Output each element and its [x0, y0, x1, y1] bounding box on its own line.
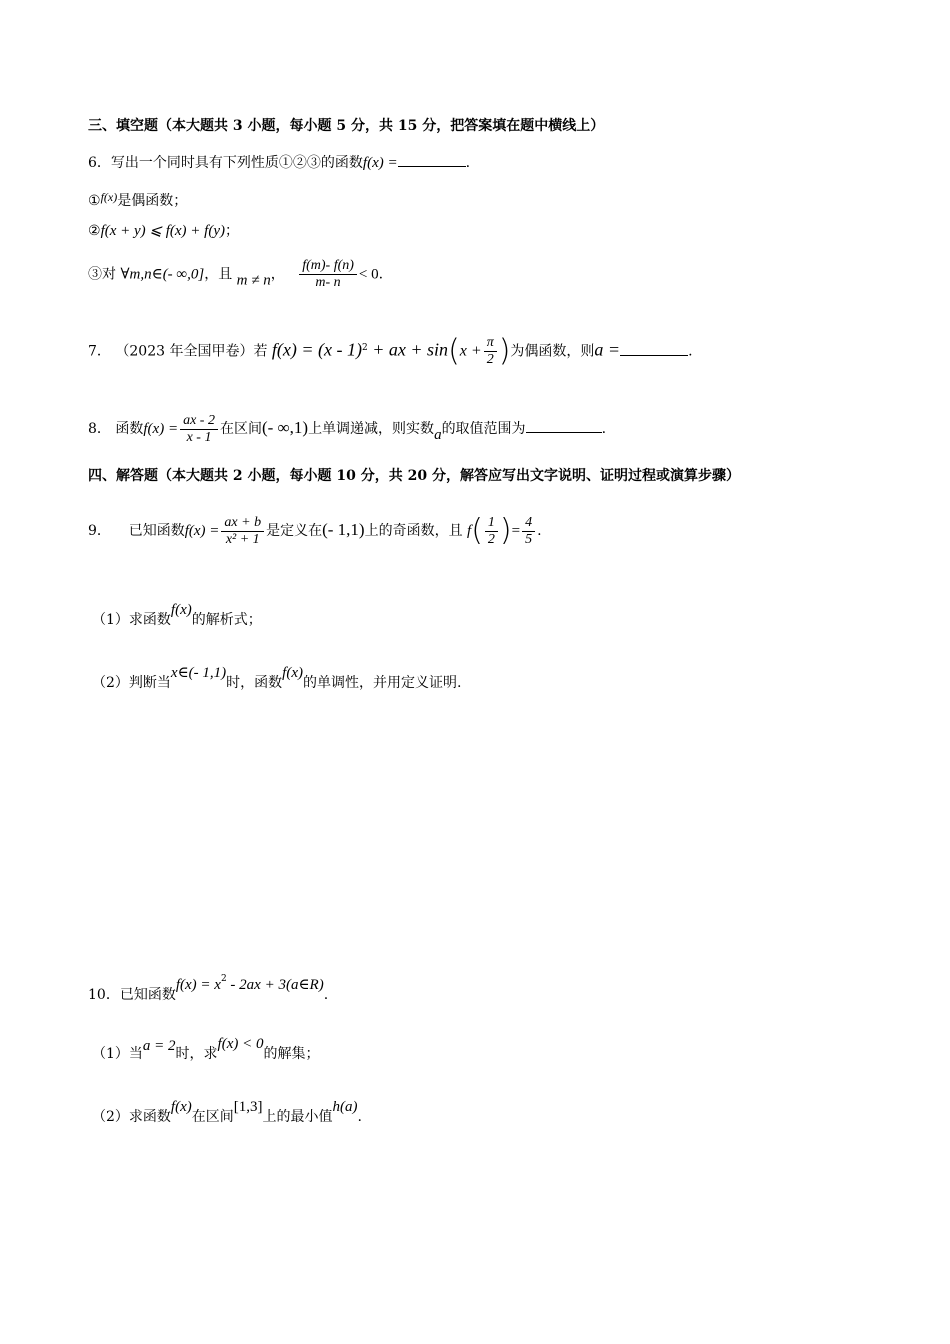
math-formula: (- ∞,1)	[261, 418, 309, 437]
q6-property-2	[88, 221, 239, 241]
math-formula: a	[434, 427, 442, 443]
math-formula: (- 1,1)	[322, 520, 365, 539]
period: .	[537, 523, 542, 539]
question-text: 为偶函数，则	[510, 343, 595, 360]
period: .	[601, 421, 607, 437]
fraction	[221, 515, 264, 548]
math-formula: x +	[459, 342, 482, 360]
fraction	[485, 515, 498, 548]
math-formula: + ax + sin	[367, 339, 449, 360]
section-heading-3: 三、填空题（本大题共 3 小题，每小题 5 分，共 15 分，把答案填在题中横线上）	[88, 118, 605, 134]
question-number: 9．	[88, 523, 111, 539]
q10-subquestion-2	[92, 1094, 362, 1130]
subquestion-text: 的解析式；	[191, 612, 262, 628]
fraction	[484, 335, 497, 368]
math-formula: x∈(- 1,1)	[170, 665, 227, 681]
subquestion-text: 的解集；	[263, 1046, 320, 1062]
circled-number: ②	[88, 223, 101, 239]
math-formula: =	[511, 523, 521, 539]
math-formula: f(x) = (x - 1)	[271, 339, 363, 360]
math-formula: a =	[594, 339, 621, 360]
subquestion-label: （2）判断当	[92, 675, 171, 691]
question-text: 是定义在	[266, 523, 323, 539]
fraction-numerator: ax + b	[221, 515, 264, 532]
fraction-numerator: π	[484, 335, 497, 352]
period: .	[323, 987, 329, 1003]
math-formula: f(x) = x	[175, 977, 221, 993]
property-text: 对	[102, 266, 116, 283]
paren-open: (	[471, 513, 483, 548]
fraction-numerator: 4	[522, 515, 535, 532]
fraction-numerator: ax - 2	[180, 413, 218, 430]
question-10	[88, 966, 328, 1008]
answer-blank[interactable]	[620, 343, 688, 356]
math-formula: f(x) < 0	[217, 1036, 264, 1052]
circled-number: ③	[88, 266, 102, 283]
math-formula: f	[467, 523, 472, 539]
q6-property-3	[88, 258, 383, 291]
question-6	[88, 153, 470, 173]
subquestion-label: （1）当	[92, 1046, 143, 1062]
question-number: 8．	[88, 421, 111, 437]
question-text: 上的奇函数，且	[364, 523, 463, 539]
question-text: 已知函数	[119, 987, 176, 1003]
fraction	[299, 258, 357, 291]
math-formula: f(x)	[170, 1099, 192, 1115]
math-formula: f(x + y) ⩽ f(x) + f(y)	[100, 223, 225, 239]
circled-number: ①	[88, 193, 101, 209]
question-text: （2023 年全国甲卷）若	[115, 343, 268, 360]
property-text: ，且	[204, 266, 233, 283]
punctuation: ；	[224, 223, 239, 239]
math-formula: a = 2	[142, 1038, 176, 1054]
math-formula: h(a)	[332, 1099, 358, 1115]
question-text: 在区间	[219, 421, 262, 437]
math-formula: f(x)	[100, 190, 118, 204]
period: .	[688, 343, 693, 360]
paren-close: )	[499, 513, 512, 548]
answer-blank[interactable]	[398, 154, 466, 167]
q10-subquestion-1	[92, 1031, 319, 1067]
question-9	[88, 510, 542, 551]
math-formula: f(x)	[282, 665, 303, 681]
fraction-denominator: 5	[525, 531, 533, 547]
question-7	[88, 330, 693, 370]
subquestion-text: 上的最小值	[262, 1109, 333, 1125]
paren-close: )	[498, 333, 511, 369]
math-formula: [1,3]	[233, 1099, 263, 1115]
question-text: 已知函数	[128, 523, 185, 539]
question-number: 7．	[88, 343, 111, 360]
math-formula: f(x) =	[362, 155, 398, 171]
q9-subquestion-1	[92, 597, 262, 633]
subquestion-text: 的单调性，并用定义证明.	[303, 675, 462, 691]
period: .	[378, 266, 384, 283]
question-number: 10．	[88, 987, 120, 1003]
fraction-denominator: 2	[486, 352, 494, 368]
fraction-denominator: m- n	[315, 275, 341, 290]
fraction	[180, 413, 218, 446]
question-8	[88, 410, 606, 453]
fraction-denominator: x - 1	[186, 429, 212, 445]
question-number: 6．	[88, 155, 111, 171]
subquestion-text: 时，求	[175, 1046, 218, 1062]
fraction-denominator: x² + 1	[225, 531, 260, 547]
superscript: 2	[220, 974, 227, 984]
superscript: 2	[362, 343, 368, 353]
math-formula: f(x) =	[184, 523, 220, 539]
math-formula: f(x) =	[143, 421, 179, 437]
question-text: 上单调递减，则实数	[308, 421, 435, 437]
q9-subquestion-2	[92, 660, 461, 696]
math-formula: m ≠ n	[236, 272, 271, 289]
property-text: 是偶函数；	[117, 193, 188, 209]
question-text: 函数	[115, 421, 144, 437]
math-formula: f(x)	[170, 602, 192, 618]
fraction-numerator: 1	[485, 515, 498, 532]
math-formula: - 2ax + 3(a∈R)	[226, 977, 324, 993]
subquestion-label: （1）求函数	[92, 612, 171, 628]
fraction	[522, 515, 535, 548]
question-text: 的取值范围为	[441, 421, 526, 437]
question-text: 写出一个同时具有下列性质①②③的函数	[110, 155, 363, 171]
subquestion-label: （2）求函数	[92, 1109, 171, 1125]
punctuation: ，	[270, 266, 285, 283]
paren-open: (	[448, 333, 460, 369]
q6-property-1	[88, 187, 187, 211]
period: .	[357, 1109, 362, 1125]
answer-blank[interactable]	[526, 420, 602, 433]
subquestion-text: 在区间	[191, 1109, 234, 1125]
fraction-denominator: 2	[487, 531, 495, 547]
math-formula: < 0	[358, 266, 379, 283]
math-formula: ∀m,n∈(- ∞,0]	[120, 266, 205, 283]
section-heading-4: 四、解答题（本大题共 2 小题，每小题 10 分，共 20 分，解答应写出文字说明、证明过程或演算步骤）	[88, 468, 740, 484]
subquestion-text: 时，函数	[226, 675, 283, 691]
fraction-numerator: f(m)- f(n)	[299, 258, 357, 275]
period: .	[465, 155, 471, 171]
